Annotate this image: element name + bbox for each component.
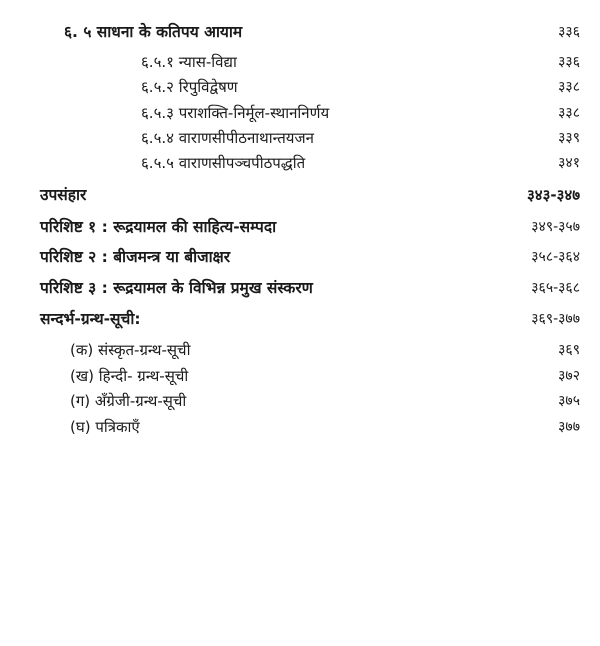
toc-subentry [0, 50, 600, 74]
toc-entry-section-6-5 [0, 20, 600, 44]
toc-entry-appendix-1 [0, 215, 600, 239]
toc-entry-page: ३७७ [558, 419, 580, 435]
toc-bibliography-item [0, 338, 600, 362]
toc-entry-page: ३७५ [558, 393, 580, 409]
toc-entry-page: ३३६ [558, 24, 580, 40]
toc-entry-title: (ग) अँग्रेजी-ग्रन्थ-सूची [70, 392, 187, 410]
toc-subentry [0, 101, 600, 125]
toc-entry-title: (क) संस्कृत-ग्रन्थ-सूची [70, 341, 191, 359]
toc-entry-title: परिशिष्ट २ : बीजमन्त्र या बीजाक्षर [40, 248, 231, 266]
toc-entry-page: ३४१ [558, 155, 580, 171]
toc-bibliography-item [0, 415, 600, 439]
toc-entry-title: परिशिष्ट १ : रूद्रयामल की साहित्य-सम्पदा [40, 218, 277, 236]
toc-entry-title: (घ) पत्रिकाएँ [70, 418, 140, 436]
toc-entry-page: ३३८ [558, 105, 580, 121]
toc-subentry [0, 75, 600, 99]
toc-entry-title: (ख) हिन्दी- ग्रन्थ-सूची [70, 367, 189, 385]
toc-bibliography-item [0, 364, 600, 388]
toc-entry-title: ६.५.३ पराशक्ति-निर्मूल-स्थाननिर्णय [141, 104, 330, 122]
toc-entry-upsanhar [0, 183, 600, 207]
toc-bibliography-item [0, 389, 600, 413]
toc-entry-appendix-2 [0, 245, 600, 269]
toc-entry-page: ३६५-३६८ [531, 280, 580, 296]
toc-entry-appendix-3 [0, 276, 600, 300]
toc-entry-page: ३५८-३६४ [531, 249, 580, 265]
toc-entry-title: ६.५.४ वाराणसीपीठनाथान्तयजन [141, 129, 314, 147]
toc-entry-page: ३६९ [558, 342, 580, 358]
toc-entry-title: ६.५.२ रिपुविद्वेषण [141, 78, 238, 96]
toc-entry-title: सन्दर्भ-ग्रन्थ-सूची: [40, 310, 141, 328]
toc-subentry [0, 151, 600, 175]
toc-entry-page: ३६९-३७७ [531, 311, 580, 327]
toc-entry-title: उपसंहार [40, 186, 87, 204]
toc-entry-title: परिशिष्ट ३ : रूद्रयामल के विभिन्न प्रमुख संस्करण [40, 279, 313, 297]
toc-entry-title: ६.५.१ न्यास-विद्या [141, 53, 237, 71]
toc-entry-page: ३३६ [558, 54, 580, 70]
toc-entry-page: ३३९ [558, 130, 580, 146]
toc-subentry [0, 126, 600, 150]
toc-entry-page: ३३८ [558, 79, 580, 95]
toc-entry-bibliography [0, 307, 600, 331]
toc-entry-title: ६.५.५ वाराणसीपञ्चपीठपद्धति [141, 154, 306, 172]
toc-entry-page: ३४३-३४७ [526, 186, 580, 204]
toc-entry-title: ६. ५ साधना के कतिपय आयाम [64, 23, 243, 41]
toc-entry-page: ३४९-३५७ [531, 219, 580, 235]
toc-entry-page: ३७२ [558, 368, 580, 384]
